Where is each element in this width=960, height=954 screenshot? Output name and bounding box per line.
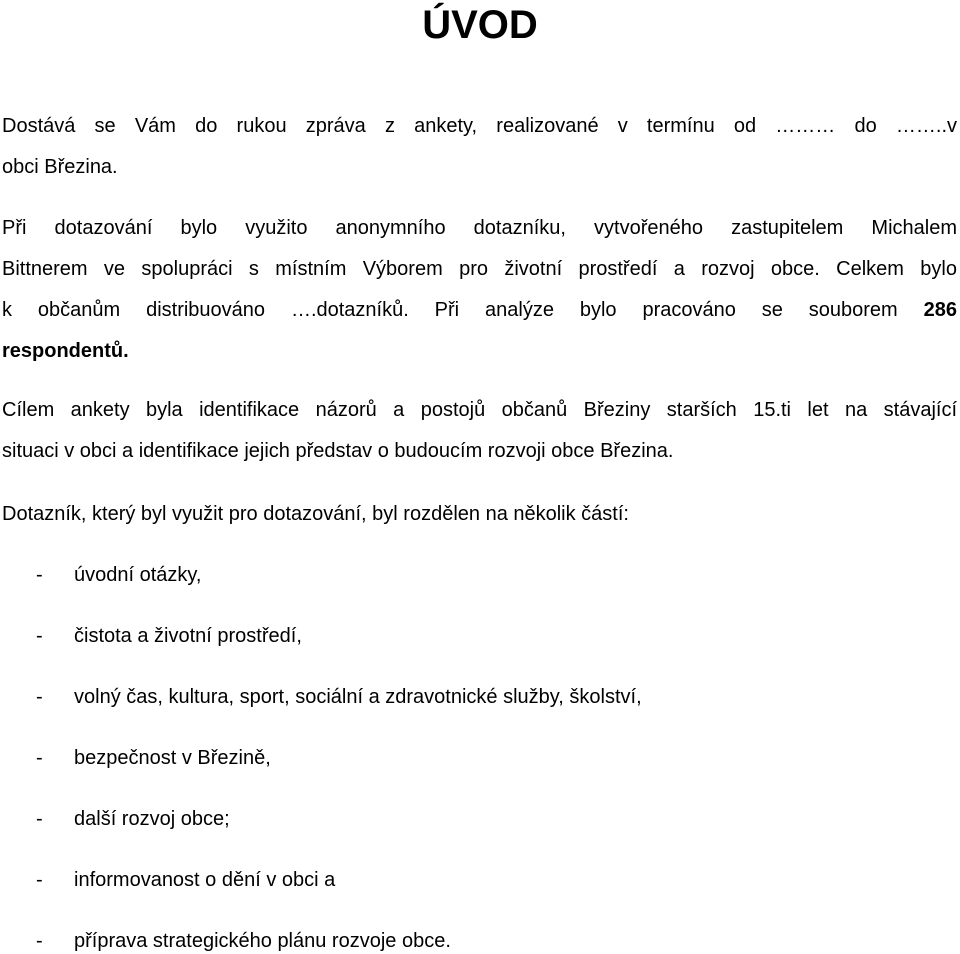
intro-line-1: Dostává se Vám do rukou zpráva z ankety, realizované v termínu od ……… do ……..v: [2, 115, 957, 137]
method-line-1: Při dotazování bylo využito anonymního dotazníku, vytvořeného zastupitelem Michalem: [2, 217, 957, 239]
method-line-3-text: k občanům distribuováno ….dotazníků. Při analýze bylo pracováno se souborem: [2, 299, 898, 321]
list-dash: -: [36, 747, 43, 769]
structure-intro: Dotazník, který byl využit pro dotazování, byl rozdělen na několik částí:: [2, 503, 629, 525]
list-dash: -: [36, 869, 43, 891]
method-line-3: [2, 297, 957, 323]
goal-line-1: Cílem ankety byla identifikace názorů a postojů občanů Březiny starších 15.ti let na stávající: [2, 399, 957, 421]
list-item-text: příprava strategického plánu rozvoje obce.: [74, 930, 451, 952]
list-item-text: informovanost o dění v obci a: [74, 869, 336, 891]
page-title: ÚVOD: [422, 3, 538, 47]
list-dash: -: [36, 686, 43, 708]
respondent-count: 286: [923, 299, 957, 321]
list-item-text: bezpečnost v Březině,: [74, 747, 271, 769]
list-dash: -: [36, 625, 43, 647]
list-item-text: čistota a životní prostředí,: [74, 625, 302, 647]
method-line-2: Bittnerem ve spolupráci s místním Výborem pro životní prostředí a rozvoj obce. Celkem bylo: [2, 258, 957, 280]
list-dash: -: [36, 808, 43, 830]
list-item-text: volný čas, kultura, sport, sociální a zdravotnické služby, školství,: [74, 686, 642, 708]
method-line-4: respondentů.: [2, 340, 129, 362]
list-dash: -: [36, 564, 43, 586]
list-dash: -: [36, 930, 43, 952]
goal-line-2: situaci v obci a identifikace jejich představ o budoucím rozvoji obce Březina.: [2, 440, 674, 462]
intro-line-2: obci Březina.: [2, 156, 118, 178]
list-item-text: úvodní otázky,: [74, 564, 202, 586]
list-item-text: další rozvoj obce;: [74, 808, 230, 830]
